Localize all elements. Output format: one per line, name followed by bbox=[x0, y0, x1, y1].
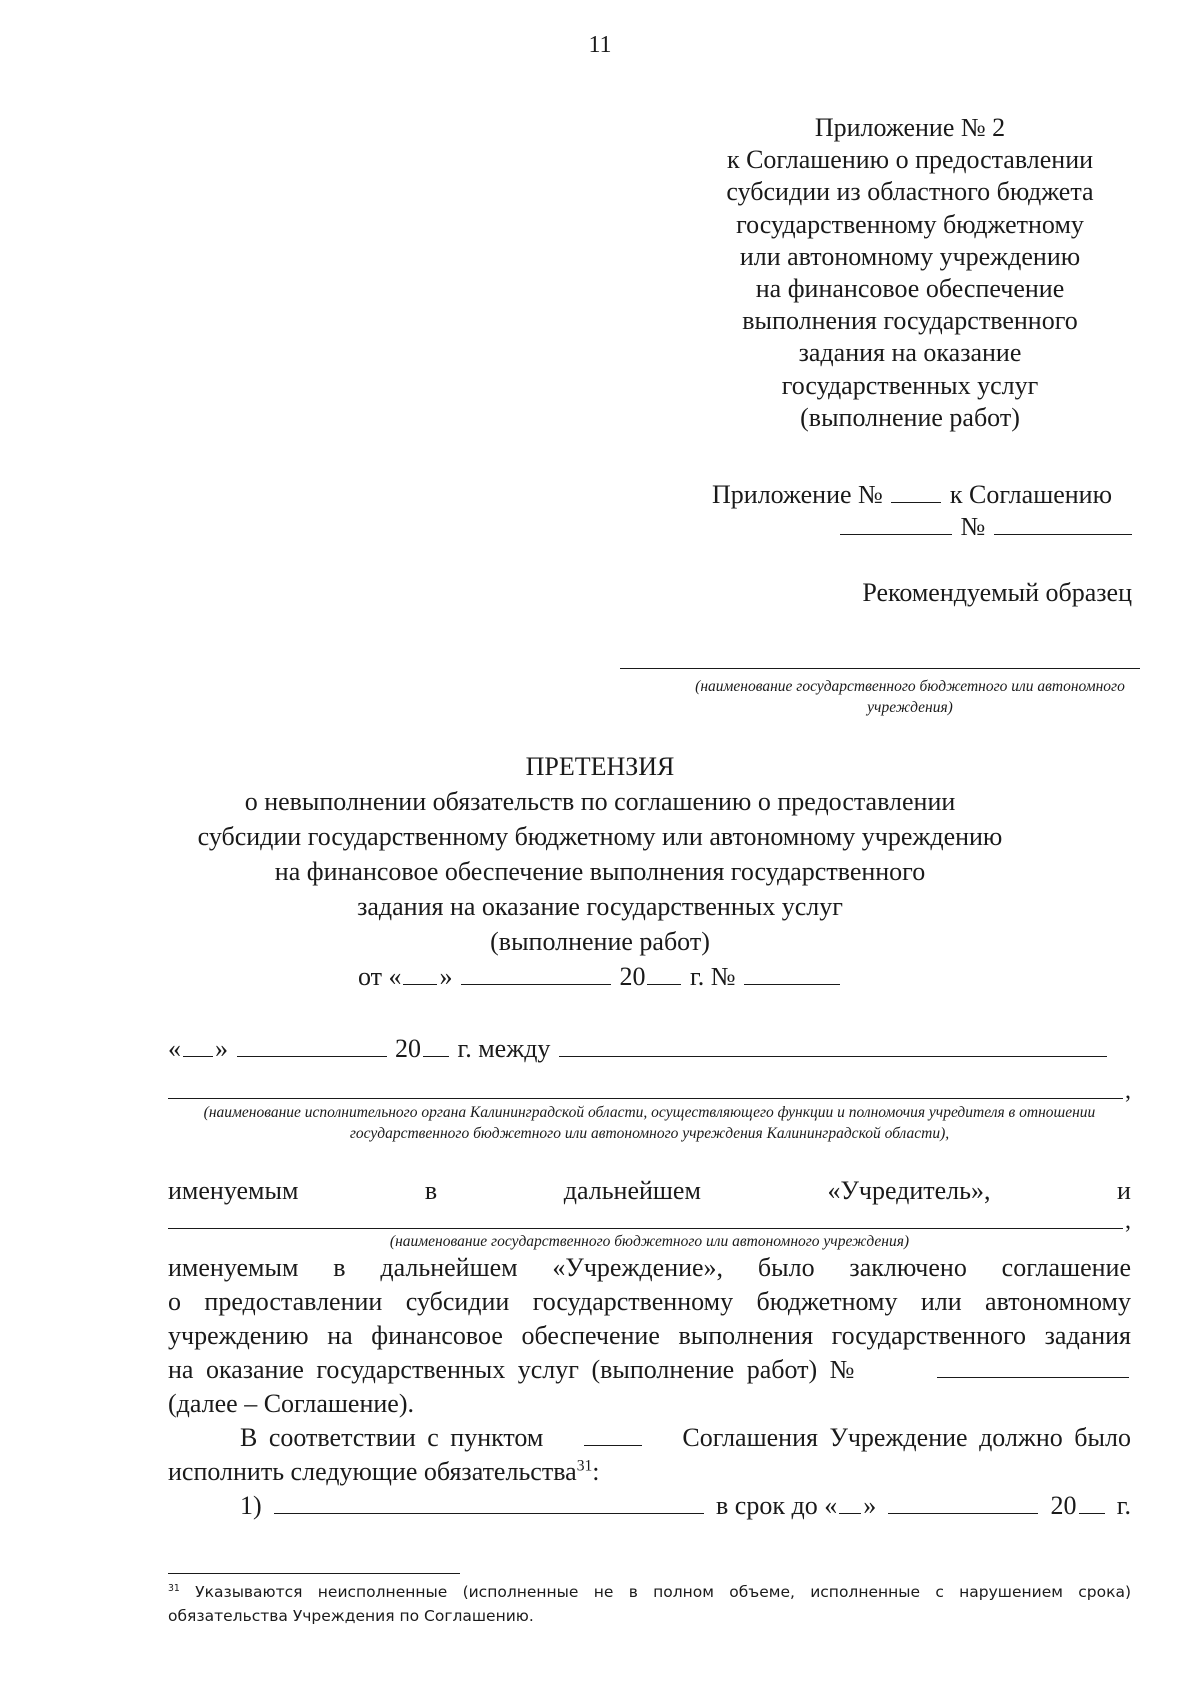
claim-date-line bbox=[150, 962, 1050, 992]
appendix-line: на финансовое обеспечение bbox=[755, 274, 1065, 304]
appendix-line: к Соглашению о предоставлении bbox=[726, 145, 1094, 175]
agreement-ref-prefix: Приложение № bbox=[712, 480, 883, 509]
title-line: субсидии государственному бюджетному или автономному учреждению bbox=[197, 822, 1003, 851]
contract-year: 20 bbox=[395, 1034, 421, 1063]
agreement-ref-suffix: к Соглашению bbox=[949, 480, 1113, 509]
appendix-line: государственных услуг bbox=[781, 370, 1039, 400]
clause-line bbox=[240, 1423, 1131, 1453]
clause-suffix: Соглашения Учреждение должно было bbox=[682, 1423, 1131, 1452]
word: и bbox=[1117, 1176, 1131, 1205]
appendix-number-blank[interactable] bbox=[891, 480, 941, 503]
due-year-prefix: 20 bbox=[1050, 1491, 1077, 1520]
appendix-line: Приложение № 2 bbox=[814, 113, 1006, 142]
claim-month-blank[interactable] bbox=[461, 962, 611, 985]
due-month-blank[interactable] bbox=[888, 1491, 1038, 1514]
contract-party-blank[interactable] bbox=[559, 1034, 1107, 1057]
clause-prefix: В соответствии с пунктом bbox=[240, 1423, 544, 1452]
paragraph-line: именуемым в дальнейшем «Учреждение», было заключено соглашение bbox=[168, 1253, 1131, 1282]
contract-date-line bbox=[168, 1034, 1109, 1064]
founder-caption: (наименование исполнительного органа Калининградской области, осуществляющего функции и полномочия учредителя в отношении государственного бюджетного или автономного учреждения Калининградской области), bbox=[203, 1104, 1096, 1142]
appendix-line: государственному бюджетному bbox=[736, 209, 1084, 239]
appendix-line: (выполнение работ) bbox=[800, 402, 1020, 432]
due-year-blank[interactable] bbox=[1079, 1491, 1105, 1514]
title-line: (выполнение работ) bbox=[490, 927, 710, 956]
comma: , bbox=[1125, 1078, 1131, 1104]
title-line: о невыполнении обязательств по соглашению о предоставлении bbox=[244, 787, 956, 816]
quote-open: « bbox=[168, 1034, 181, 1063]
word: «Учредитель», bbox=[827, 1176, 991, 1205]
obligations-text: исполнить следующие обязательства bbox=[168, 1457, 577, 1486]
agreement-ref-line2 bbox=[838, 512, 1134, 542]
founder-named-line bbox=[168, 1176, 1131, 1206]
page-number: 11 bbox=[588, 32, 612, 58]
date-year: 20 bbox=[619, 962, 646, 991]
appendix-line: или автономному учреждению bbox=[739, 241, 1081, 271]
footnote-text: Указываются неисполненные (исполненные не в полном объеме, исполненные с нарушением срока) обязательства Учреждения по Соглашению. bbox=[168, 1583, 1131, 1625]
title-line: на финансовое обеспечение выполнения государственного bbox=[274, 857, 926, 886]
quote-close: » bbox=[215, 1034, 228, 1063]
comma: , bbox=[1125, 1208, 1131, 1234]
paragraph-line: о предоставлении субсидии государственному бюджетному или автономному bbox=[168, 1287, 1131, 1316]
colon: : bbox=[592, 1457, 600, 1486]
contract-year-blank[interactable] bbox=[423, 1034, 449, 1057]
claim-year-blank[interactable] bbox=[647, 962, 681, 985]
paragraph-line-4 bbox=[168, 1355, 1131, 1385]
obligation-blank[interactable] bbox=[274, 1491, 704, 1514]
due-prefix: в срок до « bbox=[716, 1491, 838, 1520]
footnote-mark: 31 bbox=[168, 1582, 180, 1594]
clause-number-blank[interactable] bbox=[584, 1423, 642, 1446]
item-label: 1) bbox=[240, 1491, 262, 1520]
contract-month-blank[interactable] bbox=[237, 1034, 387, 1057]
obligation-item-1 bbox=[240, 1491, 1131, 1521]
footnote-separator bbox=[168, 1573, 460, 1574]
appendix-line: выполнения государственного bbox=[742, 306, 1078, 336]
contract-day-blank[interactable] bbox=[183, 1034, 213, 1057]
due-quote-close: » bbox=[863, 1491, 877, 1520]
addressee-caption: (наименование государственного бюджетного или автономного учреждения) bbox=[695, 678, 1125, 716]
appendix-header bbox=[690, 112, 1130, 434]
word: дальнейшем bbox=[563, 1176, 701, 1205]
word: в bbox=[424, 1176, 438, 1205]
founder-name-blank[interactable] bbox=[168, 1098, 1123, 1099]
number-sign: № bbox=[960, 512, 986, 541]
institution-caption: (наименование государственного бюджетного или автономного учреждения) bbox=[389, 1233, 910, 1250]
agreement-date-blank[interactable] bbox=[840, 512, 952, 535]
footnote bbox=[168, 1580, 1131, 1628]
recommended-sample: Рекомендуемый образец bbox=[862, 578, 1132, 607]
addressee-blank[interactable] bbox=[620, 668, 1140, 669]
due-year bbox=[1051, 1491, 1107, 1521]
agreement-ref-line1 bbox=[712, 480, 1112, 510]
appendix-line: субсидии из областного бюджета bbox=[726, 177, 1094, 207]
claim-heading: ПРЕТЕНЗИЯ bbox=[525, 752, 675, 781]
word: именуемым bbox=[168, 1176, 299, 1205]
obligations-line bbox=[168, 1457, 600, 1487]
due-date bbox=[716, 1491, 876, 1521]
due-day-blank[interactable] bbox=[839, 1491, 861, 1514]
claim-day-blank[interactable] bbox=[403, 962, 437, 985]
institution-name-blank[interactable] bbox=[168, 1228, 1123, 1229]
paragraph-line: на оказание государственных услуг (выполнение работ) № bbox=[168, 1355, 855, 1384]
title-line: задания на оказание государственных услуг bbox=[357, 892, 843, 921]
date-open: от « bbox=[357, 962, 402, 991]
year-suffix: г. bbox=[1116, 1491, 1131, 1520]
agreement-number-blank[interactable] bbox=[994, 512, 1132, 535]
agreement-number-field[interactable] bbox=[937, 1355, 1129, 1378]
claim-number-blank[interactable] bbox=[744, 962, 840, 985]
date-close: » bbox=[439, 962, 453, 991]
paragraph-line: учреждению на финансовое обеспечение выполнения государственного задания bbox=[168, 1321, 1131, 1350]
paragraph-line: (далее – Соглашение). bbox=[168, 1389, 414, 1418]
date-number-label: г. № bbox=[689, 962, 736, 991]
footnote-ref: 31 bbox=[576, 1457, 593, 1475]
appendix-line: задания на оказание bbox=[798, 338, 1022, 368]
between-label: г. между bbox=[457, 1034, 551, 1063]
